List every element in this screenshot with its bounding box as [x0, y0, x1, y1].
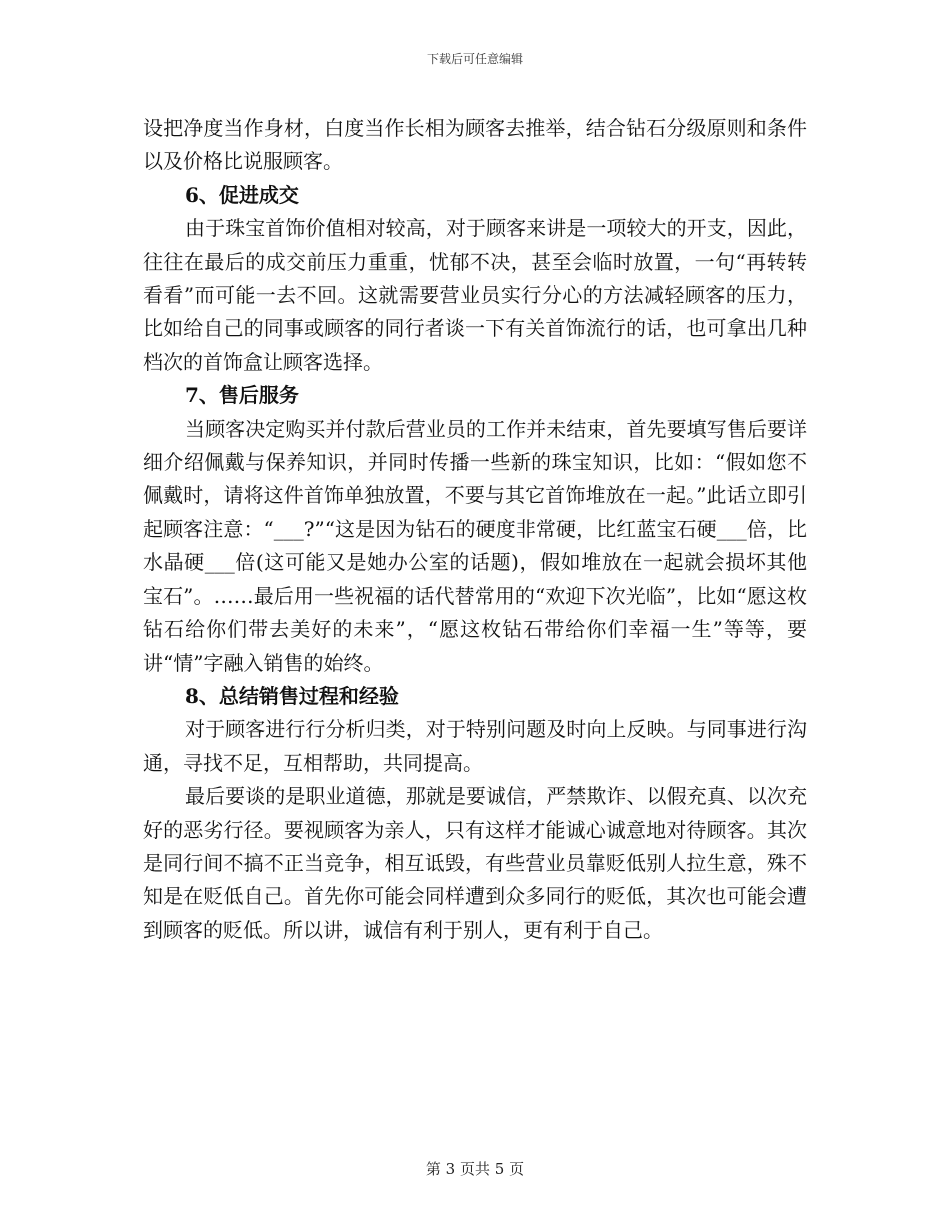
section-heading-6: 6、促进成交 — [185, 182, 299, 207]
paragraph-closing-sale: 由于珠宝首饰价值相对较高，对于顾客来讲是一项较大的开支，因此，往往在最后的成交前压力重重，忧郁不决，甚至会临时放置，一句“再转转看看”而可能一去不回。这就需要营业员实行分心的方法减轻顾客的压力，比如给自己的同事或顾客的同行者谈一下有关首饰流行的话，也可拿出几种档次的首饰盒让顾客选择。 — [143, 216, 807, 374]
section-heading-7: 7、售后服务 — [185, 383, 299, 408]
document-body — [143, 112, 807, 947]
page-footer: 第 3 页共 5 页 — [425, 1160, 525, 1178]
paragraph-ethics: 最后要谈的是职业道德，那就是要诚信，严禁欺诈、以假充真、以次充好的恶劣行径。要视顾客为亲人，只有这样才能诚心诚意地对待顾客。其次是同行间不搞不正当竞争，相互诋毁，有些营业员靠贬低别人拉生意，殊不知是在贬低自己。首先你可能会同样遭到众多同行的贬低，其次也可能会遭到顾客的贬低。所以讲，诚信有利于别人，更有利于自己。 — [143, 784, 807, 942]
page-header: 下载后可任意编辑 — [426, 52, 523, 66]
paragraph-after-sale-service: 当顾客决定购买并付款后营业员的工作并未结束，首先要填写售后要详细介绍佩戴与保养知识，并同时传播一些新的珠宝知识，比如：“假如您不佩戴时，请将这件首饰单独放置，不要与其它首饰堆放在一起。”此话立即引起顾客注意：“___?”“这是因为钻石的硬度非常硬，比红蓝宝石硬___倍，比水晶硬___倍(这可能又是她办公室的话题)，假如堆放在一起就会损坏其他宝石”。……最后用一些祝福的话代替常用的“欢迎下次光临”，比如“愿这枚钻石给你们带去美好的未来”，“愿这枚钻石带给你们幸福一生”等等，要讲“情”字融入销售的始终。 — [143, 416, 807, 675]
paragraph-continued: 设把净度当作身材，白度当作长相为顾客去推举，结合钻石分级原则和条件以及价格比说服顾客。 — [143, 116, 807, 174]
paragraph-summary: 对于顾客进行行分析归类，对于特别问题及时向上反映。与同事进行沟通，寻找不足，互相帮助，共同提高。 — [143, 717, 807, 775]
section-heading-8: 8、总结销售过程和经验 — [185, 683, 399, 708]
